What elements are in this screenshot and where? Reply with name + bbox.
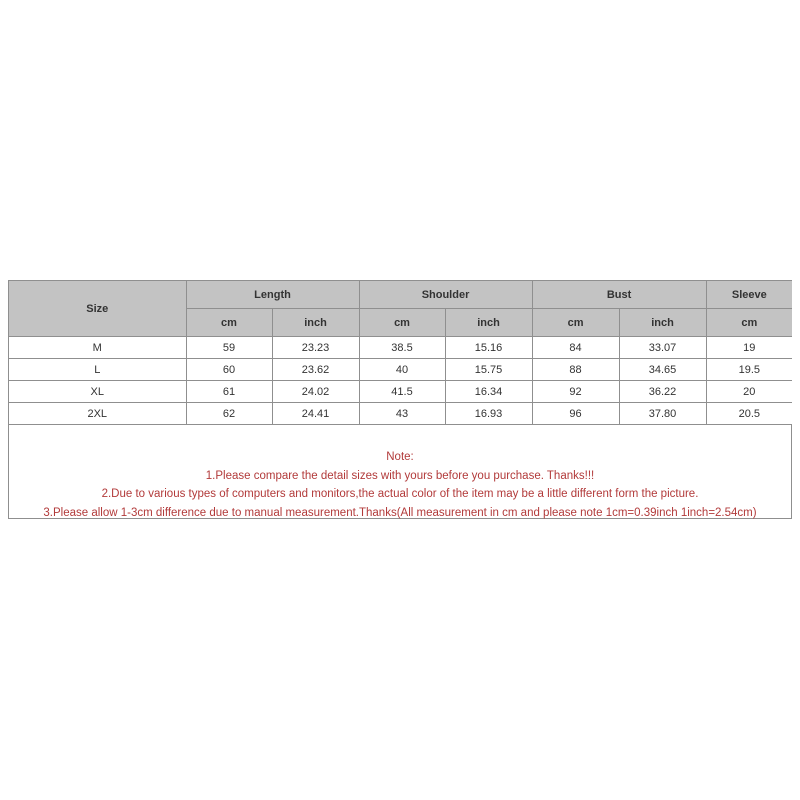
bust-group-header: Bust [532, 281, 706, 309]
table-cell: 36.22 [619, 381, 706, 403]
size-cell: XL [9, 381, 186, 403]
table-cell: 41.5 [359, 381, 445, 403]
table-cell: 60 [186, 359, 272, 381]
unit-header: cm [186, 309, 272, 337]
table-cell: 19.5 [706, 359, 792, 381]
note-section [9, 429, 791, 522]
table-cell: 23.23 [272, 337, 359, 359]
table-cell: 38.5 [359, 337, 445, 359]
table-cell: 23.62 [272, 359, 359, 381]
table-cell: 96 [532, 403, 619, 425]
table-row [9, 403, 792, 425]
note-line: 2.Due to various types of computers and monitors,the actual color of the item may be a little different form the picture. [101, 488, 699, 500]
table-cell: 59 [186, 337, 272, 359]
size-table [9, 281, 792, 425]
unit-header: cm [532, 309, 619, 337]
table-cell: 24.41 [272, 403, 359, 425]
table-row [9, 337, 792, 359]
note-title: Note: [386, 451, 414, 463]
table-cell: 33.07 [619, 337, 706, 359]
unit-header: cm [706, 309, 792, 337]
table-header-row [9, 281, 792, 309]
table-cell: 62 [186, 403, 272, 425]
size-column-header: Size [9, 281, 186, 337]
table-row [9, 359, 792, 381]
size-cell: M [9, 337, 186, 359]
table-cell: 92 [532, 381, 619, 403]
unit-header: inch [619, 309, 706, 337]
table-cell: 40 [359, 359, 445, 381]
table-cell: 84 [532, 337, 619, 359]
table-cell: 24.02 [272, 381, 359, 403]
table-cell: 61 [186, 381, 272, 403]
table-cell: 15.75 [445, 359, 532, 381]
table-row [9, 381, 792, 403]
table-cell: 37.80 [619, 403, 706, 425]
table-cell: 34.65 [619, 359, 706, 381]
unit-header: inch [272, 309, 359, 337]
table-cell: 20.5 [706, 403, 792, 425]
unit-header: cm [359, 309, 445, 337]
table-cell: 16.34 [445, 381, 532, 403]
shoulder-group-header: Shoulder [359, 281, 532, 309]
unit-header: inch [445, 309, 532, 337]
table-cell: 88 [532, 359, 619, 381]
size-cell: 2XL [9, 403, 186, 425]
note-line: 3.Please allow 1-3cm difference due to manual measurement.Thanks(All measurement in cm and please note 1cm=0.39inch 1inch=2.54cm) [43, 506, 757, 519]
size-cell: L [9, 359, 186, 381]
note-line: 1.Please compare the detail sizes with yours before you purchase. Thanks!!! [205, 469, 595, 482]
table-cell: 19 [706, 337, 792, 359]
table-cell: 16.93 [445, 403, 532, 425]
table-cell: 43 [359, 403, 445, 425]
sleeve-group-header: Sleeve [706, 281, 792, 309]
length-group-header: Length [186, 281, 359, 309]
table-cell: 20 [706, 381, 792, 403]
table-cell: 15.16 [445, 337, 532, 359]
size-chart [8, 280, 792, 519]
